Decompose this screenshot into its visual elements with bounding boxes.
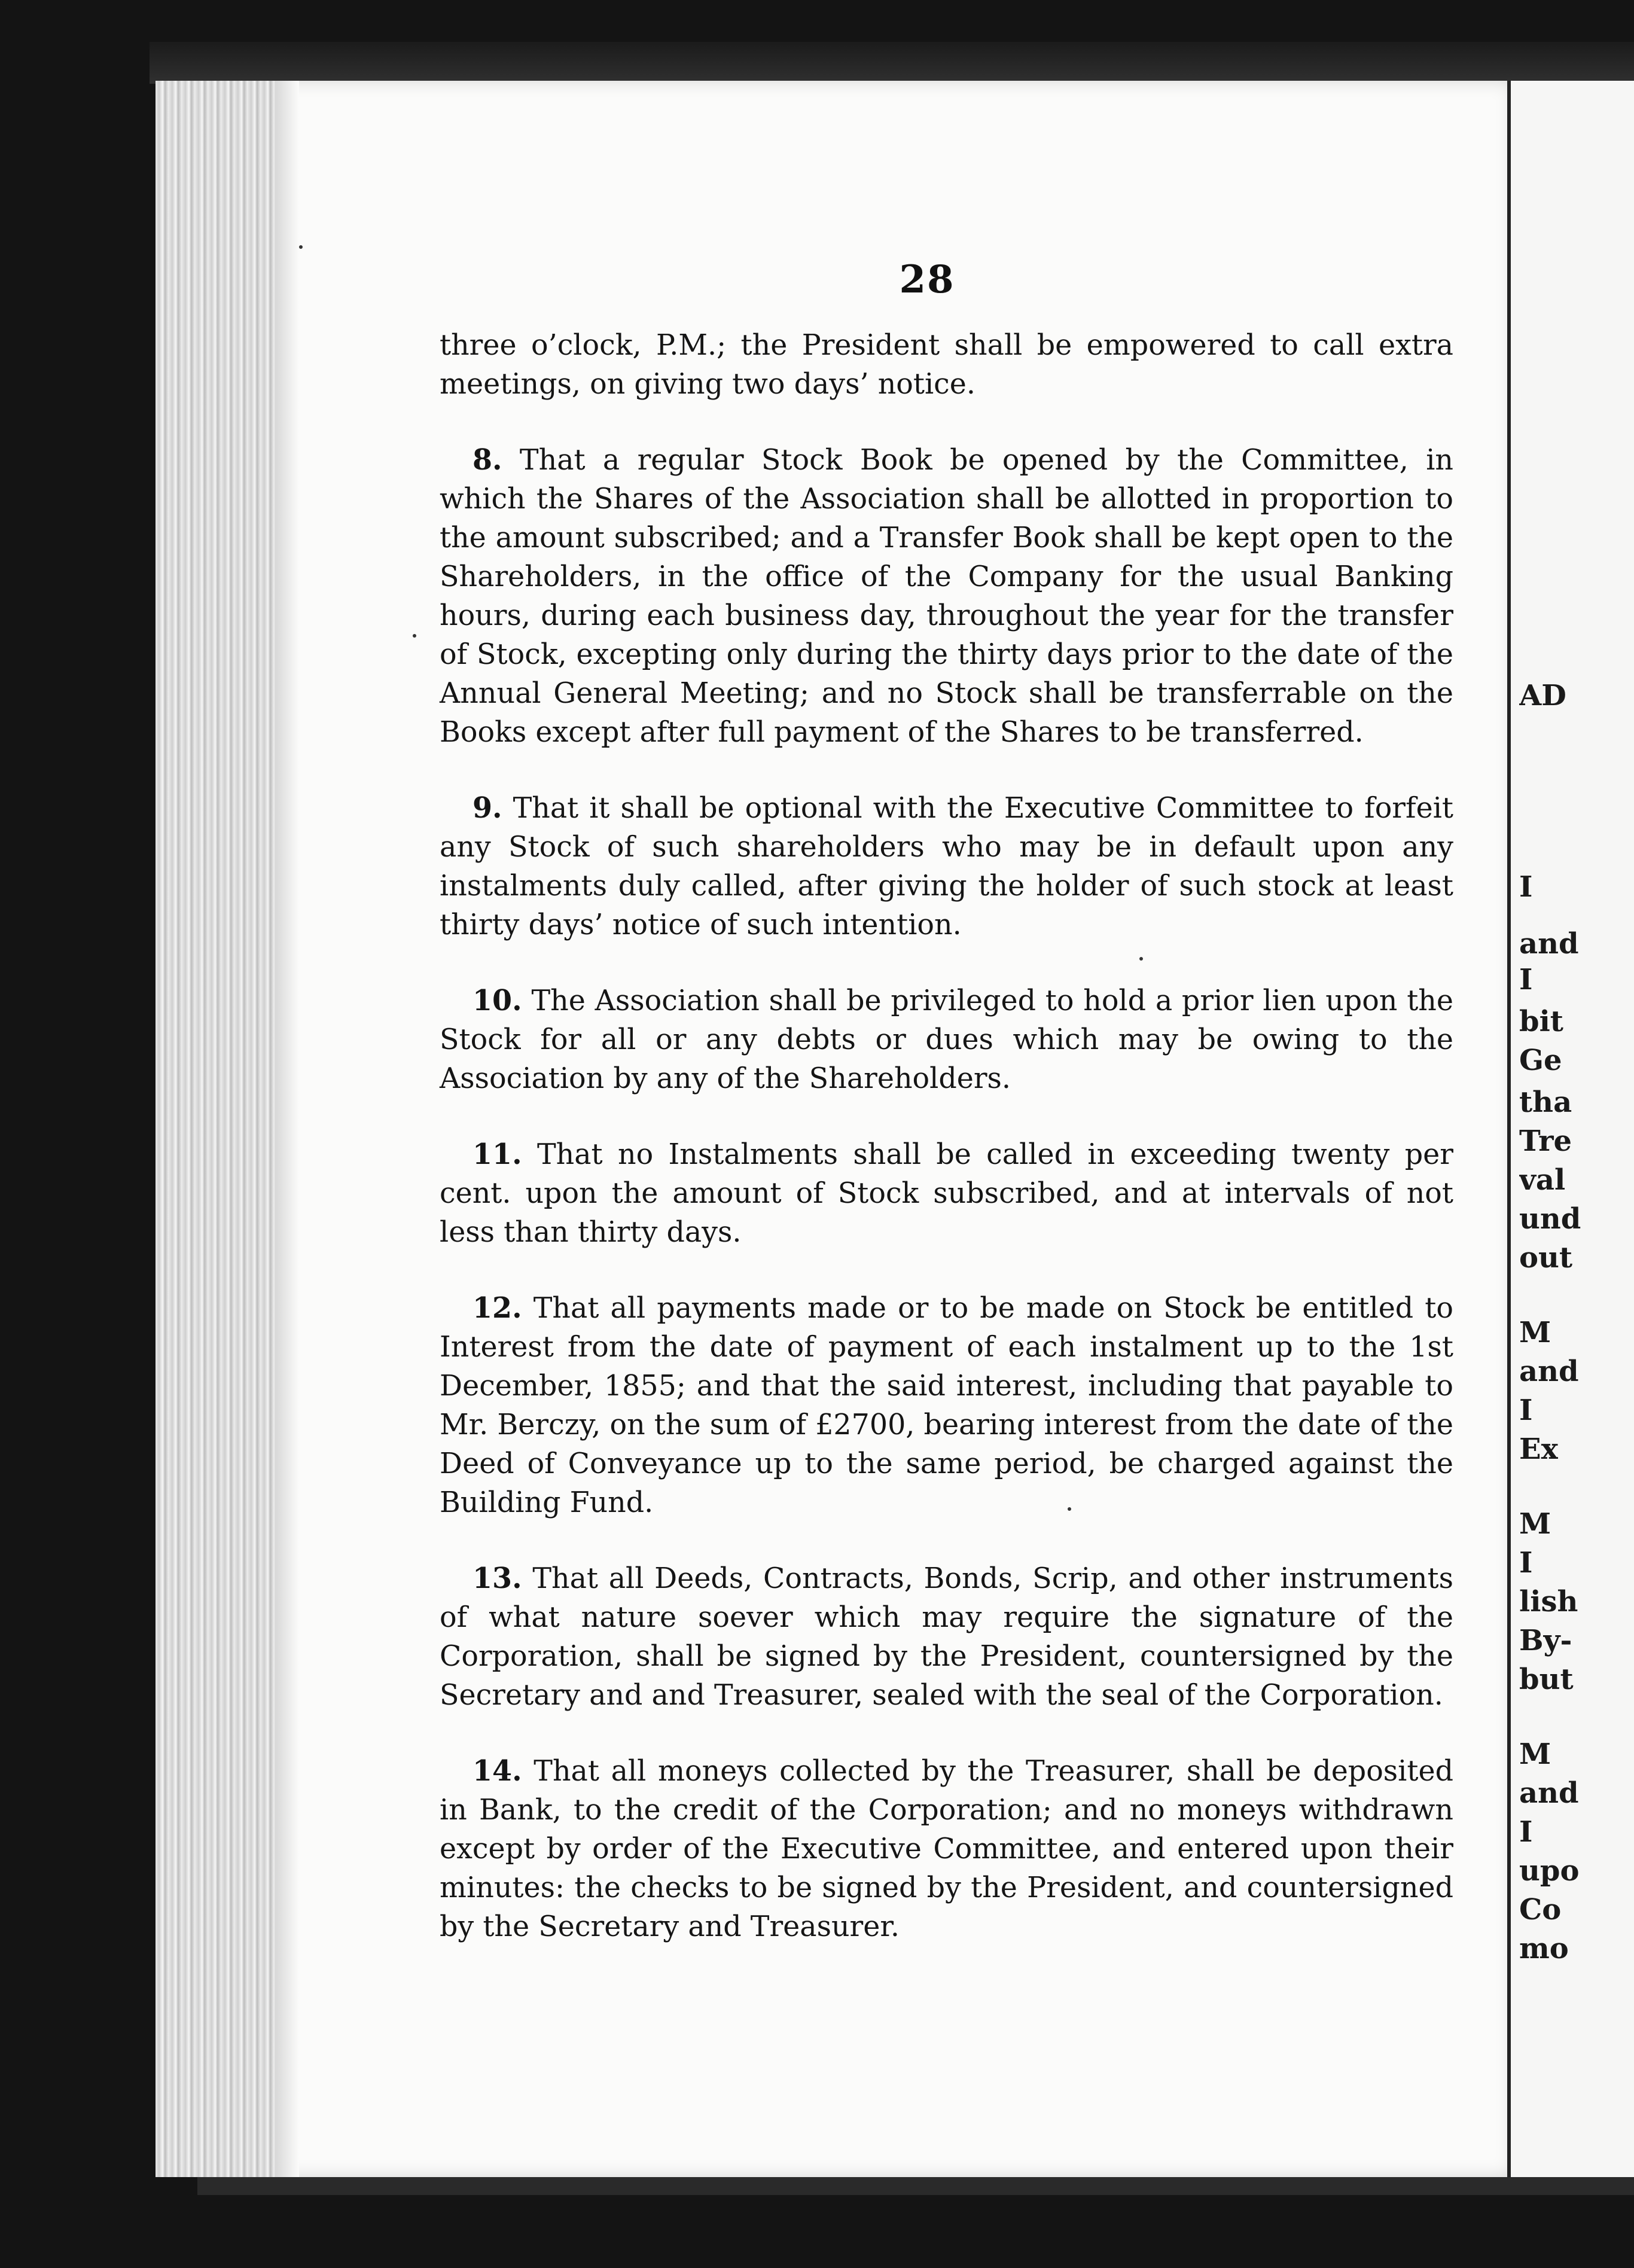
- facing-page-text: I: [1519, 1815, 1533, 1849]
- facing-page-text: M: [1519, 1507, 1551, 1541]
- facing-page-text: and: [1519, 927, 1579, 961]
- facing-page-text: AD: [1519, 679, 1566, 712]
- clause-10: [440, 981, 1453, 1098]
- facing-page-text: out: [1519, 1241, 1573, 1275]
- facing-page-text: I: [1519, 1546, 1533, 1580]
- facing-page-text: M: [1519, 1737, 1551, 1771]
- facing-page-text: Co: [1519, 1893, 1562, 1926]
- clause-text: That no Instalments shall be called in exceeding twenty per cent. upon the amount of Stock subscribed, and at intervals of not less than thirty days.: [440, 1138, 1453, 1249]
- facing-page-text: but: [1519, 1663, 1574, 1696]
- facing-page-text: lish: [1519, 1585, 1578, 1618]
- facing-page-text: Ge: [1519, 1044, 1562, 1077]
- scan-speck: [1068, 1507, 1071, 1511]
- clause-number: 14.: [472, 1754, 522, 1788]
- clause-text: That it shall be optional with the Executive Committee to forfeit any Stock of such shareholders who may be in default upon any instalments duly called, after giving the holder of such stock at least thirty days’ notice of such intention.: [440, 792, 1453, 941]
- facing-page-text: und: [1519, 1202, 1581, 1236]
- facing-page-text: Tre: [1519, 1124, 1572, 1158]
- facing-page-text: tha: [1519, 1086, 1572, 1119]
- facing-page-text: bit: [1519, 1005, 1563, 1038]
- scan-top-edge: [150, 42, 1634, 84]
- gutter-shadow: [275, 81, 299, 2177]
- clause-text: That a regular Stock Book be opened by the Committee, in which the Shares of the Association shall be allotted in proportion to the amount subscribed; and a Transfer Book shall be kept open to the Shareholders, in the office of the Company for the usual Banking hours, during each business day, throughout the year for the transfer of Stock, excepting only during the thirty days prior to the date of the Annual General Meeting; and no Stock shall be transferrable on the Books except after full payment of the Shares to be transferred.: [440, 444, 1453, 749]
- facing-page-text: Ex: [1519, 1432, 1559, 1466]
- clause-number: 9.: [472, 791, 502, 825]
- scan-speck: [299, 245, 303, 249]
- clause-11: [440, 1135, 1453, 1252]
- facing-page-fragment: [1507, 81, 1634, 2177]
- paragraph-text: three o’clock, P.M.; the President shall be empowered to call extra meetings, on giving two days’ notice.: [440, 329, 1453, 401]
- page-number: 28: [899, 257, 955, 302]
- clause-14: [440, 1752, 1453, 1946]
- clause-number: 8.: [472, 443, 502, 477]
- paragraph-continuation: [440, 326, 1453, 404]
- facing-page-text: I: [1519, 963, 1533, 996]
- facing-page-text: val: [1519, 1163, 1566, 1197]
- page-binding-edge: [156, 81, 278, 2177]
- facing-page-text: and: [1519, 1355, 1579, 1388]
- facing-page-text: M: [1519, 1316, 1551, 1349]
- clause-text: That all payments made or to be made on Stock be entitled to Interest from the date of payment of each instalment up to the 1st December, 1855; and that the said interest, including that payable to Mr. Berczy, on the sum of £2700, bearing interest from the date of the Deed of Conveyance up to the same period, be charged against the Building Fund.: [440, 1292, 1453, 1519]
- clause-number: 12.: [472, 1291, 522, 1325]
- clause-12: [440, 1289, 1453, 1522]
- clause-text: That all Deeds, Contracts, Bonds, Scrip, and other instruments of what nature soever which may require the signature of the Corporation, shall be signed by the President, countersigned by the Secretary and and Treasurer, sealed with the seal of the Corporation.: [440, 1562, 1453, 1712]
- page-body: [440, 326, 1453, 1983]
- clause-9: [440, 789, 1453, 944]
- clause-text: The Association shall be privileged to hold a prior lien upon the Stock for all or any debts or dues which may be owing to the Association by any of the Shareholders.: [440, 984, 1453, 1095]
- clause-number: 13.: [472, 1562, 522, 1595]
- clause-8: [440, 441, 1453, 752]
- facing-page-text: I: [1519, 870, 1533, 904]
- scan-speck: [413, 634, 416, 638]
- facing-page-text: and: [1519, 1776, 1579, 1810]
- clause-text: That all moneys collected by the Treasurer, shall be deposited in Bank, to the credit of the Corporation; and no moneys withdrawn except by order of the Executive Committee, and entered upon their minutes: the checks to be signed by the President, and countersigned by the Secretary and Treasurer.: [440, 1755, 1453, 1943]
- facing-page-text: By-: [1519, 1624, 1572, 1657]
- clause-13: [440, 1559, 1453, 1715]
- clause-number: 10.: [472, 984, 522, 1017]
- facing-page-text: I: [1519, 1394, 1533, 1427]
- scan-speck: [1139, 957, 1143, 961]
- facing-page-text: upo: [1519, 1854, 1580, 1888]
- facing-page-text: mo: [1519, 1932, 1569, 1965]
- clause-number: 11.: [472, 1138, 522, 1171]
